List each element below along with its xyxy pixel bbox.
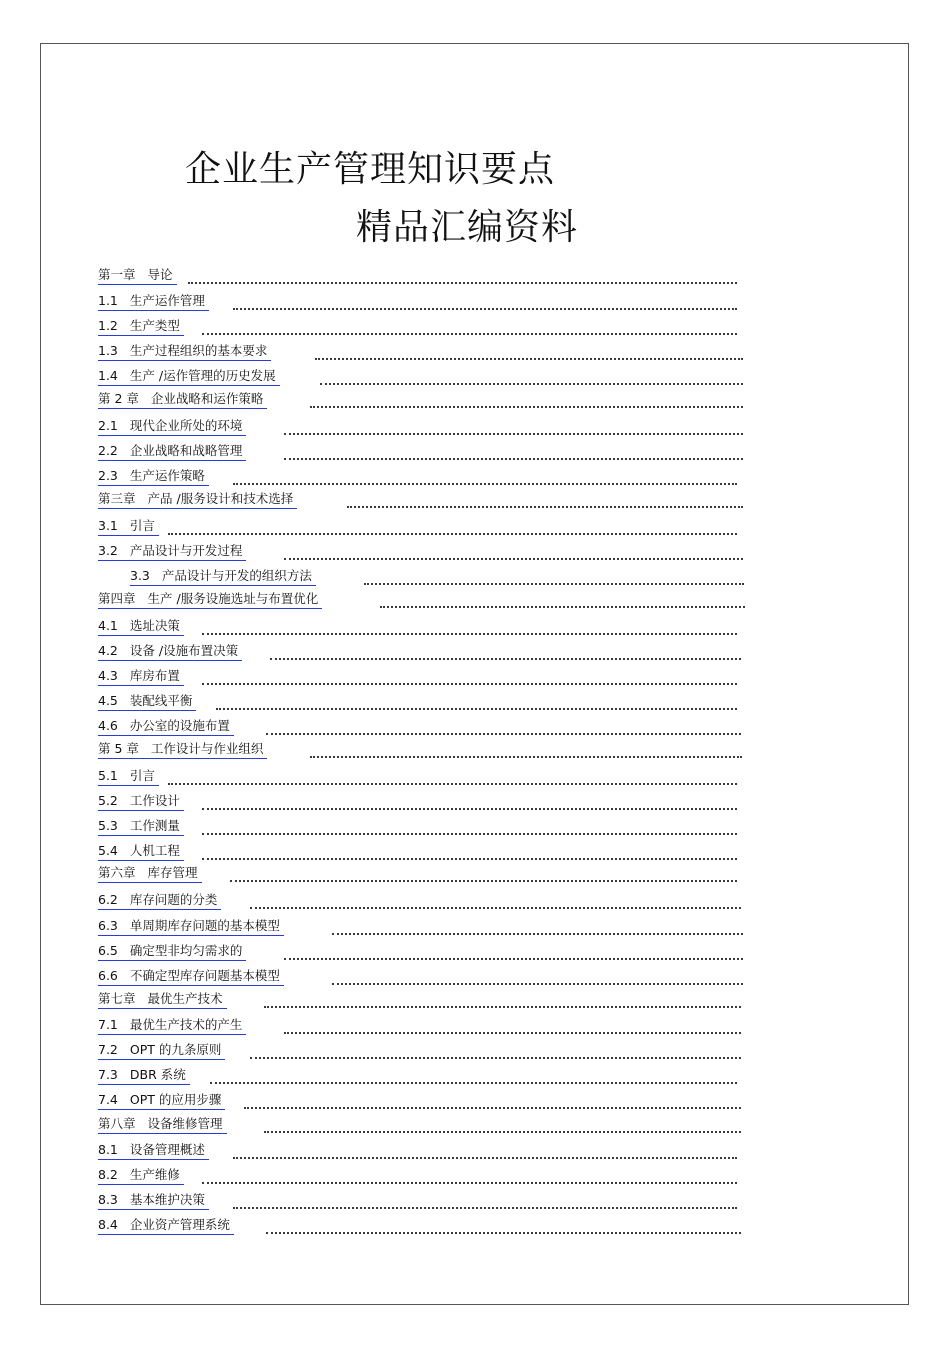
toc-title: OPT 的九条原则: [129, 1042, 222, 1057]
toc-link[interactable]: [98, 390, 267, 409]
toc-link[interactable]: [98, 1141, 209, 1160]
toc-link[interactable]: [98, 942, 246, 961]
toc-leader-dots: [216, 694, 737, 710]
toc-link[interactable]: [98, 490, 297, 509]
toc-leader-dots: [264, 992, 741, 1008]
toc-number: 6.6: [98, 968, 118, 983]
toc-title: 最优生产技术: [147, 991, 223, 1006]
toc-entry: [98, 767, 737, 789]
toc-number: 第六章: [98, 865, 136, 880]
toc-entry: [98, 367, 743, 389]
toc-link[interactable]: [98, 1066, 190, 1085]
toc-title: 生产运作策略: [129, 468, 205, 483]
toc-title: 设备管理概述: [129, 1142, 205, 1157]
toc-number: 3.2: [98, 543, 118, 558]
toc-link[interactable]: [98, 417, 246, 436]
toc-entry: [130, 567, 744, 589]
toc-leader-dots: [233, 1193, 737, 1209]
toc-number: 4.5: [98, 693, 118, 708]
toc-leader-dots: [202, 319, 737, 335]
toc-entry: [98, 642, 741, 664]
toc-title: 设备维修管理: [147, 1116, 223, 1131]
toc-link[interactable]: [98, 1166, 184, 1185]
toc-number: 第四章: [98, 591, 136, 606]
toc-entry: [98, 390, 743, 412]
toc-leader-dots: [250, 893, 741, 909]
toc-leader-dots: [332, 919, 743, 935]
toc-title: 单周期库存问题的基本模型: [129, 918, 280, 933]
toc-entry: [98, 891, 741, 913]
toc-entry: [98, 467, 737, 489]
toc-leader-dots: [310, 742, 742, 758]
toc-leader-dots: [202, 619, 737, 635]
toc-leader-dots: [332, 969, 743, 985]
toc-title: 确定型非均匀需求的: [129, 943, 243, 958]
toc-title: 产品 /服务设计和技术选择: [147, 491, 294, 506]
toc-leader-dots: [233, 1143, 737, 1159]
toc-link[interactable]: [98, 1041, 225, 1060]
toc-entry: [98, 1066, 737, 1088]
toc-number: 2.3: [98, 468, 118, 483]
toc-number: 6.3: [98, 918, 118, 933]
toc-entry: [98, 817, 737, 839]
toc-number: 4.6: [98, 718, 118, 733]
toc-link[interactable]: [98, 891, 221, 910]
toc-number: 7.2: [98, 1042, 118, 1057]
toc-link[interactable]: [98, 1115, 227, 1134]
toc-entry: [98, 842, 737, 864]
toc-number: 5.4: [98, 843, 118, 858]
toc-link[interactable]: [98, 292, 209, 311]
toc-leader-dots: [380, 592, 745, 608]
toc-entry: [98, 266, 737, 288]
toc-entry: [98, 864, 737, 886]
toc-title: 现代企业所处的环境: [129, 418, 243, 433]
toc-leader-dots: [233, 469, 737, 485]
toc-number: 1.2: [98, 318, 118, 333]
toc-link[interactable]: [98, 342, 271, 361]
toc-leader-dots: [284, 544, 743, 560]
toc-title: DBR 系统: [129, 1067, 186, 1082]
toc-leader-dots: [202, 844, 737, 860]
toc-title: 库存管理: [147, 865, 198, 880]
toc-link[interactable]: [98, 617, 184, 636]
toc-number: 7.1: [98, 1017, 118, 1032]
toc-leader-dots: [202, 794, 737, 810]
toc-number: 2.1: [98, 418, 118, 433]
toc-title: 引言: [129, 518, 155, 533]
toc-title: 生产过程组织的基本要求: [129, 343, 268, 358]
toc-number: 第三章: [98, 491, 136, 506]
toc-entry: [98, 1115, 741, 1137]
toc-entry: [98, 1166, 737, 1188]
toc-title: 生产维修: [129, 1167, 180, 1182]
toc-link[interactable]: [130, 567, 316, 586]
toc-number: 6.2: [98, 892, 118, 907]
toc-link[interactable]: [98, 367, 280, 386]
toc-leader-dots: [266, 719, 741, 735]
toc-entry: [98, 1216, 741, 1238]
toc-leader-dots: [284, 944, 743, 960]
toc-number: 8.1: [98, 1142, 118, 1157]
toc-number: 4.3: [98, 668, 118, 683]
toc-link[interactable]: [98, 842, 184, 861]
toc-leader-dots: [188, 268, 737, 284]
toc-leader-dots: [310, 392, 743, 408]
toc-title: 导论: [147, 267, 173, 282]
toc-link[interactable]: [98, 740, 267, 759]
toc-entry: [98, 1191, 737, 1213]
toc-link[interactable]: [98, 1091, 225, 1110]
toc-title: 库房布置: [129, 668, 180, 683]
toc-link[interactable]: [98, 817, 184, 836]
toc-number: 3.1: [98, 518, 118, 533]
toc-number: 8.2: [98, 1167, 118, 1182]
toc-title: 设备 /设施布置决策: [129, 643, 239, 658]
toc-number: 8.4: [98, 1217, 118, 1232]
toc-link[interactable]: [98, 692, 196, 711]
toc-title: 生产 /运作管理的历史发展: [129, 368, 276, 383]
toc-number: 第八章: [98, 1116, 136, 1131]
toc-leader-dots: [202, 1168, 737, 1184]
toc-leader-dots: [364, 569, 744, 585]
toc-leader-dots: [284, 1018, 741, 1034]
toc-entry: [98, 1041, 741, 1063]
toc-title: 工作设计: [129, 793, 180, 808]
toc-link[interactable]: [98, 990, 227, 1009]
toc-leader-dots: [315, 344, 743, 360]
toc-title: 不确定型库存问题基本模型: [129, 968, 280, 983]
toc-link[interactable]: [98, 917, 284, 936]
toc-entry: [98, 1141, 737, 1163]
toc-entry: [98, 917, 743, 939]
toc-leader-dots: [233, 294, 737, 310]
toc-leader-dots: [202, 669, 737, 685]
toc-entry: [98, 967, 743, 989]
toc-title: 引言: [129, 768, 155, 783]
toc-number: 6.5: [98, 943, 118, 958]
toc-title: 产品设计与开发过程: [129, 543, 243, 558]
toc-link[interactable]: [98, 266, 177, 285]
toc-title: 生产运作管理: [129, 293, 205, 308]
toc-title: 人机工程: [129, 843, 180, 858]
toc-link[interactable]: [98, 792, 184, 811]
toc-entry: [98, 1016, 741, 1038]
toc-number: 2.2: [98, 443, 118, 458]
toc-entry: [98, 692, 737, 714]
toc-entry: [98, 717, 741, 739]
toc-link[interactable]: [98, 542, 246, 561]
toc-link[interactable]: [98, 717, 234, 736]
toc-number: 7.4: [98, 1092, 118, 1107]
toc-leader-dots: [210, 1068, 737, 1084]
toc-title: 装配线平衡: [129, 693, 193, 708]
toc-entry: [98, 667, 737, 689]
toc-entry: [98, 542, 743, 564]
toc-leader-dots: [250, 1043, 741, 1059]
toc-title: 最优生产技术的产生: [129, 1017, 243, 1032]
toc-leader-dots: [270, 644, 741, 660]
toc-leader-dots: [244, 1093, 741, 1109]
toc-link[interactable]: [98, 317, 184, 336]
toc-leader-dots: [347, 492, 743, 508]
toc-number: 5.1: [98, 768, 118, 783]
toc-link[interactable]: [98, 590, 322, 609]
toc-link[interactable]: [98, 1016, 246, 1035]
toc-title: 企业战略和运作策略: [150, 391, 264, 406]
document-subtitle: 精品汇编资料: [356, 207, 579, 248]
toc-link[interactable]: [98, 767, 159, 786]
toc-number: 第七章: [98, 991, 136, 1006]
toc-leader-dots: [320, 369, 743, 385]
toc-title: 生产类型: [129, 318, 180, 333]
toc-entry: [98, 590, 745, 612]
toc-entry: [98, 317, 737, 339]
toc-link[interactable]: [98, 864, 202, 883]
toc-title: 选址决策: [129, 618, 180, 633]
toc-entry: [98, 517, 737, 539]
toc-leader-dots: [266, 1218, 741, 1234]
toc-title: 工作设计与作业组织: [150, 741, 264, 756]
toc-number: 7.3: [98, 1067, 118, 1082]
toc-title: OPT 的应用步骤: [129, 1092, 222, 1107]
toc-number: 4.1: [98, 618, 118, 633]
toc-number: 3.3: [130, 568, 150, 583]
toc-leader-dots: [168, 519, 737, 535]
toc-entry: [98, 490, 743, 512]
toc-link[interactable]: [98, 517, 159, 536]
toc-link[interactable]: [98, 1191, 209, 1210]
document-title: 企业生产管理知识要点: [185, 149, 556, 190]
toc-number: 第 2 章: [98, 391, 139, 406]
toc-entry: [98, 792, 737, 814]
toc-number: 第 5 章: [98, 741, 139, 756]
toc-entry: [98, 342, 743, 364]
toc-entry: [98, 442, 743, 464]
toc-entry: [98, 740, 742, 762]
toc-title: 基本维护决策: [129, 1192, 205, 1207]
toc-title: 企业战略和战略管理: [129, 443, 243, 458]
toc-number: 5.3: [98, 818, 118, 833]
toc-link[interactable]: [98, 667, 184, 686]
toc-entry: [98, 617, 737, 639]
toc-link[interactable]: [98, 442, 246, 461]
toc-link[interactable]: [98, 967, 284, 986]
toc-number: 第一章: [98, 267, 136, 282]
toc-number: 4.2: [98, 643, 118, 658]
toc-number: 1.3: [98, 343, 118, 358]
toc-title: 产品设计与开发的组织方法: [161, 568, 312, 583]
toc-link[interactable]: [98, 642, 242, 661]
toc-entry: [98, 990, 741, 1012]
toc-entry: [98, 292, 737, 314]
toc-leader-dots: [202, 819, 737, 835]
toc-leader-dots: [284, 444, 743, 460]
toc-entry: [98, 942, 743, 964]
toc-leader-dots: [230, 866, 737, 882]
toc-leader-dots: [264, 1117, 741, 1133]
toc-entry: [98, 417, 743, 439]
toc-title: 生产 /服务设施选址与布置优化: [147, 591, 319, 606]
toc-title: 工作测量: [129, 818, 180, 833]
toc-leader-dots: [284, 419, 743, 435]
toc-entry: [98, 1091, 741, 1113]
toc-number: 1.4: [98, 368, 118, 383]
toc-link[interactable]: [98, 467, 209, 486]
toc-title: 办公室的设施布置: [129, 718, 230, 733]
toc-title: 企业资产管理系统: [129, 1217, 230, 1232]
toc-link[interactable]: [98, 1216, 234, 1235]
toc-number: 8.3: [98, 1192, 118, 1207]
toc-number: 1.1: [98, 293, 118, 308]
toc-leader-dots: [168, 769, 737, 785]
toc-number: 5.2: [98, 793, 118, 808]
toc-title: 库存问题的分类: [129, 892, 218, 907]
